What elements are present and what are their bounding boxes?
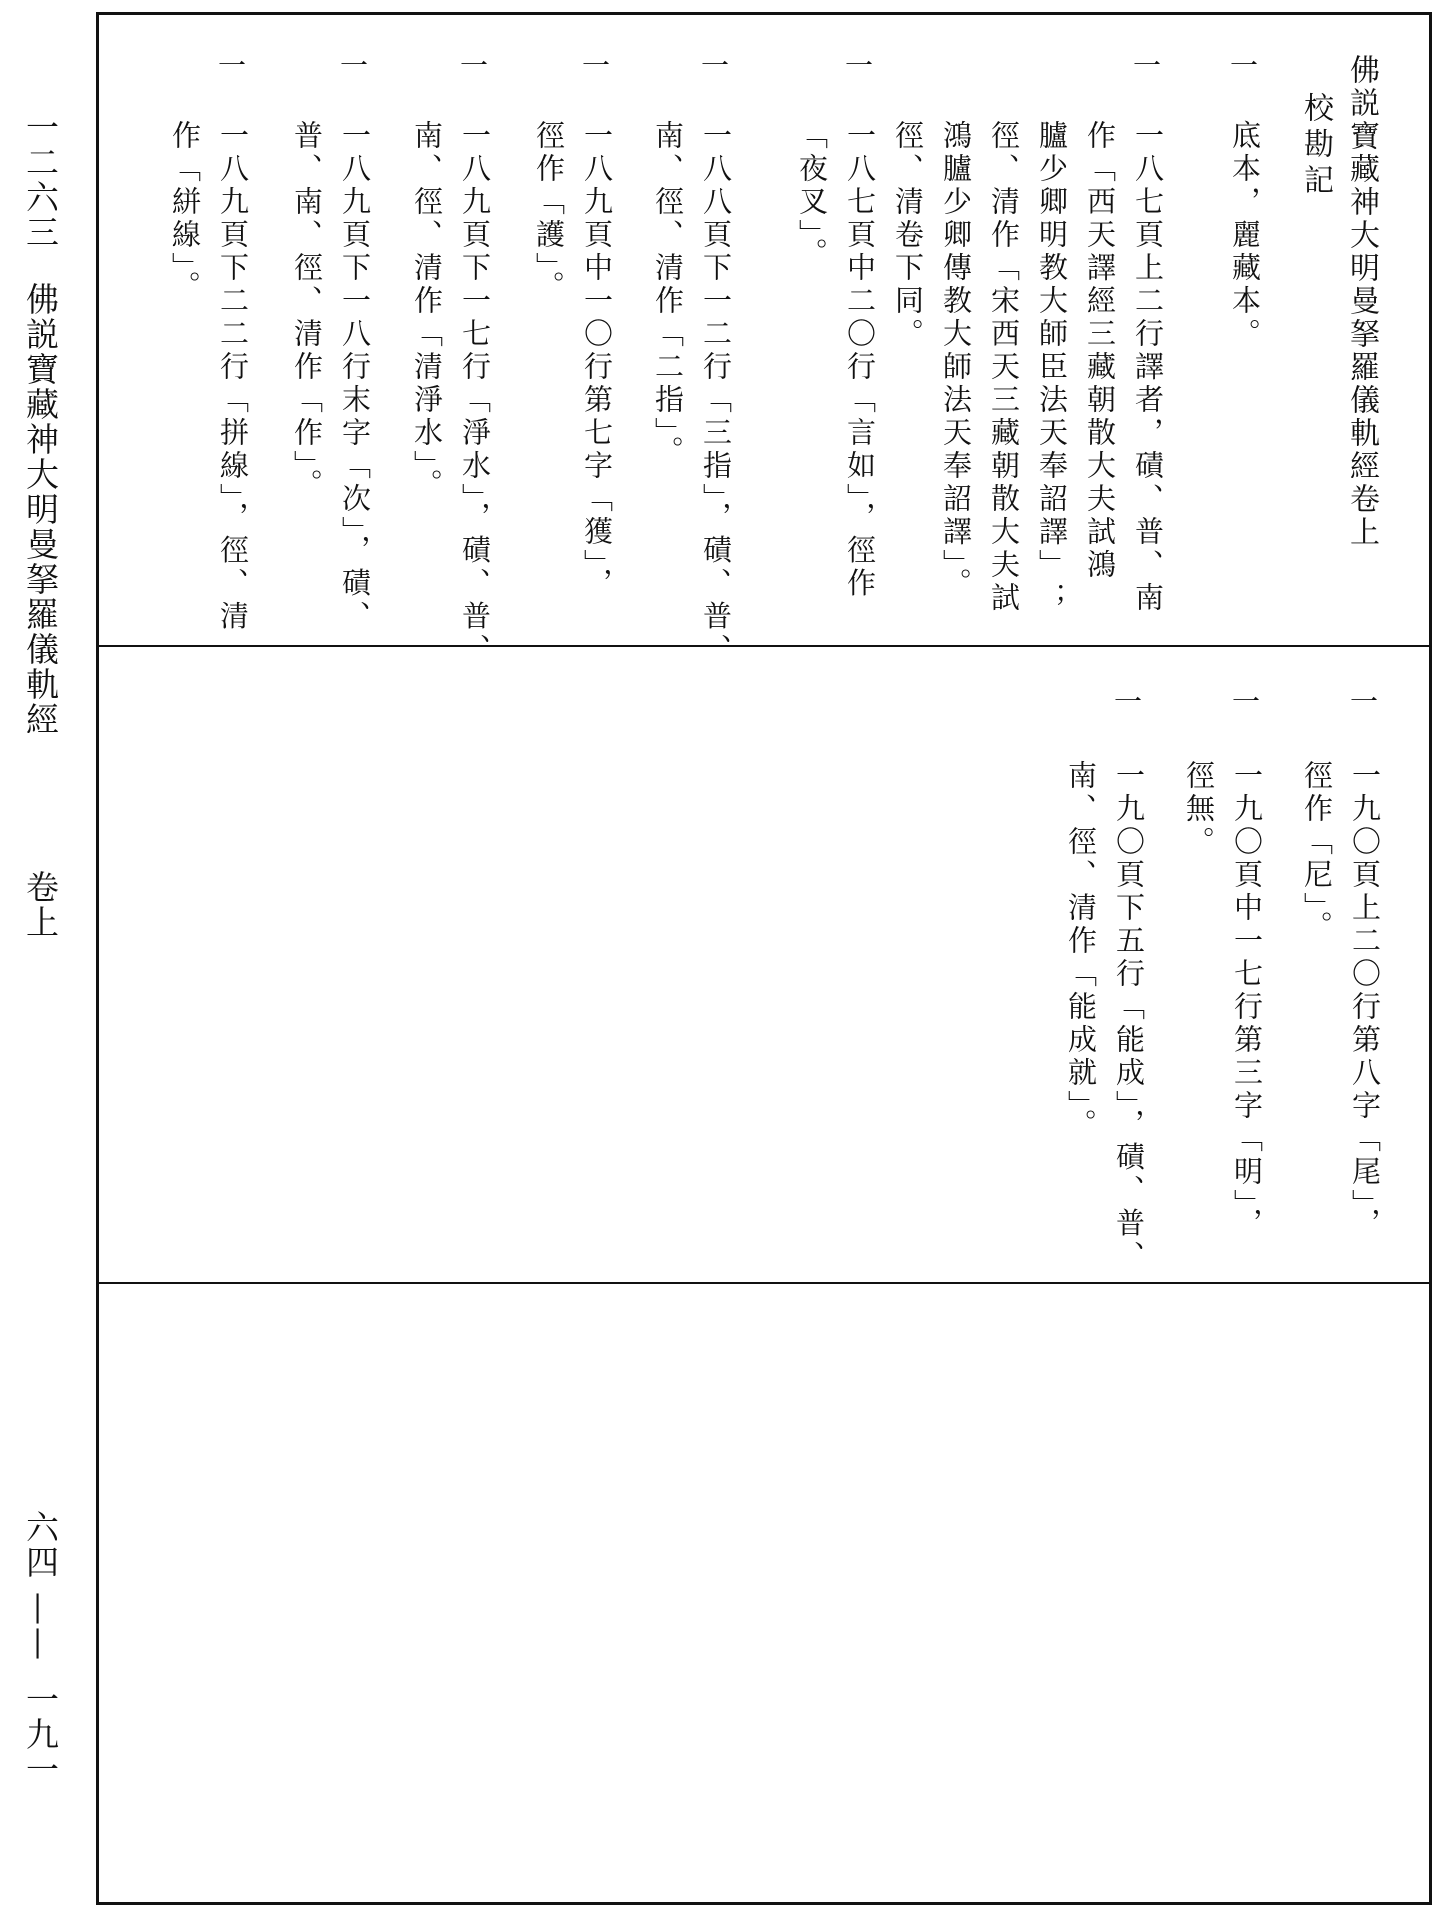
document-subtitle: 校勘記 xyxy=(1298,92,1333,200)
note-marker: 一 xyxy=(1114,685,1143,718)
note-line: 徑無。 xyxy=(1182,760,1216,859)
note-line: 作「絣線」。 xyxy=(168,120,202,304)
note-marker: 一 xyxy=(1232,685,1261,718)
page-identifier: 一二六三 xyxy=(21,110,60,250)
note-marker: 一 xyxy=(1350,685,1379,718)
note-line: 南、徑、清作「二指」。 xyxy=(651,120,685,469)
note-line: 一八七頁中二〇行「言如」，徑作 xyxy=(843,120,877,601)
sutra-title-margin: 佛説寶藏神大明曼拏羅儀軌經 xyxy=(21,282,60,737)
volume-page-label: 六四 xyxy=(21,1510,60,1580)
note-marker: 一 xyxy=(218,49,247,82)
note-line: 臚少卿明教大師臣法天奉詔譯」； xyxy=(1035,120,1069,615)
note-line: 一八九頁中一〇行第七字「獲」， xyxy=(580,120,614,601)
note-line: 徑、清作「宋西天三藏朝散大夫試 xyxy=(987,120,1021,615)
document-title: 佛説寶藏神大明曼拏羅儀軌經卷上 xyxy=(1344,54,1379,549)
note-line: 一八七頁上二行譯者，磧、普、南 xyxy=(1131,120,1165,615)
register-divider-lower xyxy=(99,1282,1429,1284)
note-line: 一八九頁下一八行末字「次」，磧、 xyxy=(338,120,372,634)
note-line: 作「西天譯經三藏朝散大夫試鴻 xyxy=(1083,120,1117,582)
fascicle-label: 卷上 xyxy=(21,870,60,940)
note-line: 一八九頁下一七行「淨水」，磧、普、 xyxy=(458,120,492,667)
note-marker: 一 xyxy=(1230,49,1259,82)
register-divider-upper xyxy=(99,645,1429,647)
note-line: 普、南、徑、清作「作」。 xyxy=(290,120,324,502)
note-line: 南、徑、清作「清淨水」。 xyxy=(410,120,444,502)
note-line: 徑作「尼」。 xyxy=(1300,760,1334,944)
note-line: 徑作「護」。 xyxy=(532,120,566,304)
note-marker: 一 xyxy=(340,49,369,82)
note-marker: 一 xyxy=(701,49,730,82)
page-margin xyxy=(0,0,88,1915)
note-line: 一八九頁下二二行「拼線」，徑、清 xyxy=(216,120,250,634)
note-line: 一九〇頁下五行「能成」，磧、普、 xyxy=(1112,760,1146,1274)
note-line: 徑、清卷下同。 xyxy=(891,120,925,351)
note-line: 南、徑、清作「能成就」。 xyxy=(1064,760,1098,1142)
note-marker: 一 xyxy=(582,49,611,82)
page-number: 一九一 xyxy=(21,1682,60,1787)
note-line: 鴻臚少卿傳教大師法天奉詔譯」。 xyxy=(939,120,973,601)
note-marker: 一 xyxy=(845,49,874,82)
note-marker: 一 xyxy=(1133,49,1162,82)
page-dash: —— xyxy=(21,1592,60,1662)
note-line: 一九〇頁上二〇行第八字「尾」， xyxy=(1348,760,1382,1241)
note-line: 一九〇頁中一七行第三字「明」， xyxy=(1230,760,1264,1241)
note-line: 底本，麗藏本。 xyxy=(1228,120,1262,351)
note-line: 「夜叉」。 xyxy=(795,120,829,271)
note-marker: 一 xyxy=(460,49,489,82)
note-line: 一八八頁下一二行「三指」，磧、普、 xyxy=(699,120,733,667)
